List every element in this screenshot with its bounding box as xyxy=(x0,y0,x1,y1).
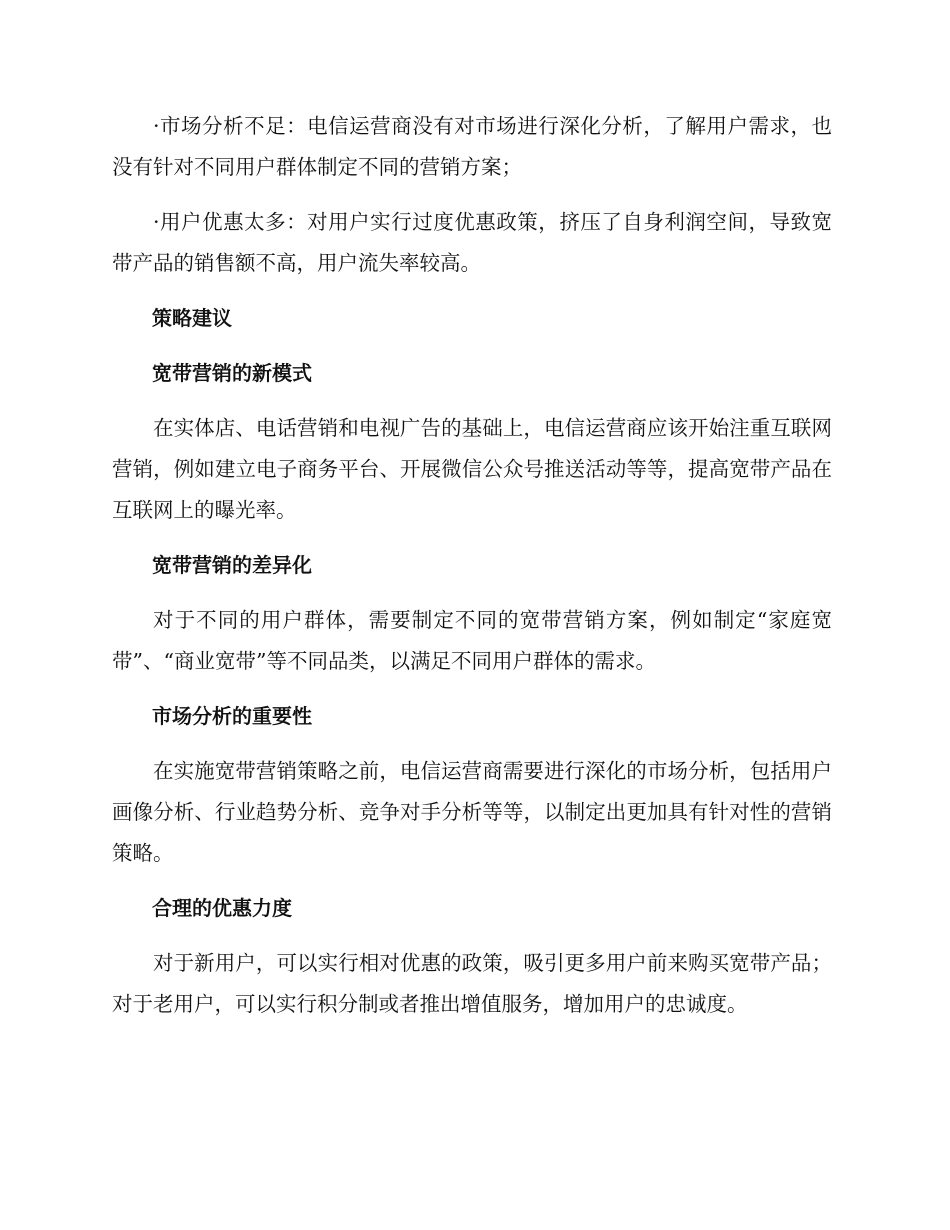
paragraph-market-analysis: 在实施宽带营销策略之前，电信运营商需要进行深化的市场分析，包括用户画像分析、行业趋势分析、竞争对手分析等等，以制定出更加具有针对性的营销策略。 xyxy=(112,759,832,865)
section-heading-strategy: 策略建议 xyxy=(152,306,232,330)
subheading-differentiation: 宽带营销的差异化 xyxy=(152,553,312,577)
bullet-excessive-discounts: ·用户优惠太多：对用户实行过度优惠政策，挤压了自身利润空间，导致宽带产品的销售额不高，用户流失率较高。 xyxy=(112,210,832,275)
paragraph-differentiation: 对于不同的用户群体，需要制定不同的宽带营销方案，例如制定“家庭宽带”、“商业宽带”等不同品类，以满足不同用户群体的需求。 xyxy=(112,608,832,673)
subheading-new-mode: 宽带营销的新模式 xyxy=(152,361,312,385)
paragraph-discount: 对于新用户，可以实行相对优惠的政策，吸引更多用户前来购买宽带产品；对于老用户，可以实行积分制或者推出增值服务，增加用户的忠诚度。 xyxy=(112,951,832,1016)
subheading-market-analysis: 市场分析的重要性 xyxy=(152,704,312,728)
document-body xyxy=(112,106,832,1039)
subheading-discount: 合理的优惠力度 xyxy=(152,896,292,920)
bullet-market-analysis-insufficient: ·市场分析不足：电信运营商没有对市场进行深化分析，了解用户需求，也没有针对不同用户群体制定不同的营销方案； xyxy=(112,114,832,179)
paragraph-new-mode: 在实体店、电话营销和电视广告的基础上，电信运营商应该开始注重互联网营销，例如建立电子商务平台、开展微信公众号推送活动等等，提高宽带产品在互联网上的曝光率。 xyxy=(112,416,832,522)
